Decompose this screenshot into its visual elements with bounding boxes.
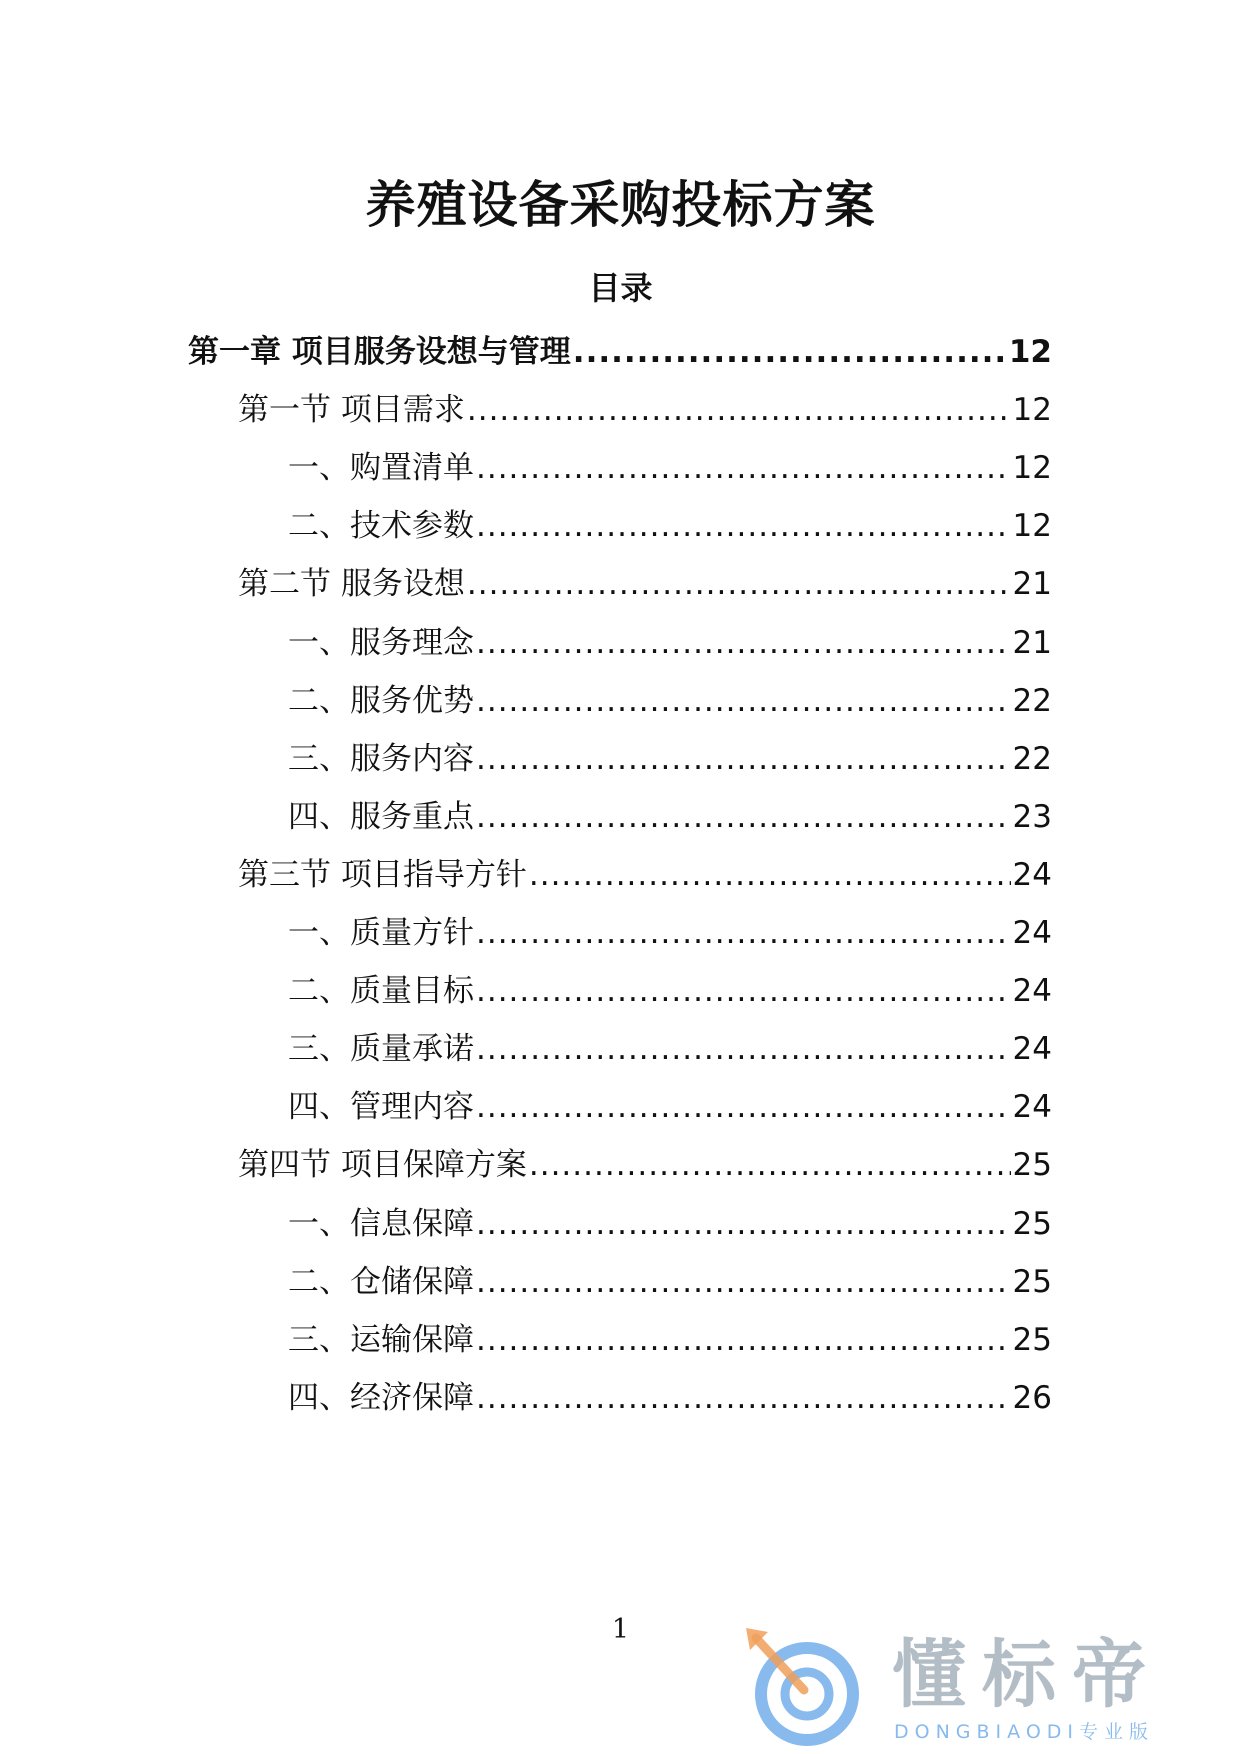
toc-entry-page: 23 [1012,799,1052,835]
toc-dot-leader [476,1376,1011,1420]
toc-dot-leader [476,969,1011,1013]
toc-entry[interactable] [288,795,1052,839]
toc-entry[interactable] [288,737,1052,781]
toc-heading: 目录 [588,269,653,307]
toc-entry-label: 第一章 项目服务设想与管理 [188,334,571,370]
toc-entry[interactable] [288,969,1052,1013]
toc-entry[interactable] [288,1318,1052,1362]
toc-entry-page: 12 [1012,392,1052,428]
toc-entry-page: 24 [1012,1089,1052,1125]
toc-entry[interactable] [288,504,1052,548]
toc-entry[interactable] [188,330,1052,374]
toc-entry-page: 25 [1012,1147,1052,1183]
toc-entry-label: 一、服务理念 [288,625,474,661]
toc-dot-leader [573,330,1007,374]
toc-dot-leader [476,621,1011,665]
toc-dot-leader [476,795,1011,839]
toc-entry-page: 21 [1012,625,1052,661]
toc-dot-leader [476,1260,1011,1304]
toc-entry-label: 二、技术参数 [288,508,474,544]
document-title: 养殖设备采购投标方案 [365,176,876,234]
toc-entry[interactable] [288,1376,1052,1420]
watermark [742,1628,1222,1748]
toc-dot-leader [476,911,1011,955]
toc-entry-label: 一、购置清单 [288,450,474,486]
toc-dot-leader [529,853,1011,897]
toc-entry[interactable] [288,446,1052,490]
toc-entry-label: 二、质量目标 [288,973,474,1009]
toc-entry-page: 26 [1012,1380,1052,1416]
toc-entry[interactable] [238,562,1052,606]
toc-entry-page: 22 [1012,683,1052,719]
toc-entry-page: 24 [1012,973,1052,1009]
toc-entry[interactable] [238,388,1052,432]
toc-entry[interactable] [288,911,1052,955]
toc-entry-label: 三、服务内容 [288,741,474,777]
toc-entry[interactable] [238,1143,1052,1187]
toc-entry-page: 25 [1012,1322,1052,1358]
toc-entry-label: 第二节 服务设想 [238,566,465,602]
toc-entry-label: 四、服务重点 [288,799,474,835]
toc-dot-leader [476,446,1011,490]
toc-entry-page: 25 [1012,1264,1052,1300]
toc-dot-leader [476,1202,1011,1246]
toc-entry-label: 第一节 项目需求 [238,392,465,428]
toc-entry-page: 12 [1008,334,1052,370]
toc-entry[interactable] [288,1085,1052,1129]
toc-entry-page: 25 [1012,1206,1052,1242]
toc-entry-page: 12 [1012,508,1052,544]
page-number: 1 [611,1614,630,1645]
toc-dot-leader [467,388,1011,432]
toc-dot-leader [476,1027,1011,1071]
toc-entry-label: 四、经济保障 [288,1380,474,1416]
toc-entry-page: 22 [1012,741,1052,777]
toc-entry[interactable] [238,853,1052,897]
toc-entry-label: 三、运输保障 [288,1322,474,1358]
toc-entry[interactable] [288,679,1052,723]
toc-entry[interactable] [288,1027,1052,1071]
toc-entry[interactable] [288,621,1052,665]
toc-dot-leader [476,1318,1011,1362]
watermark-brand-sub: DONGBIAODI专业版 [894,1721,1155,1743]
toc-entry-label: 四、管理内容 [288,1089,474,1125]
toc-entry-page: 24 [1012,915,1052,951]
toc-entry-page: 21 [1012,566,1052,602]
toc-dot-leader [529,1143,1011,1187]
target-arrow-icon [742,1628,872,1748]
toc-dot-leader [476,1085,1011,1129]
toc-entry-label: 二、服务优势 [288,683,474,719]
toc-dot-leader [476,737,1011,781]
toc-entry-label: 一、质量方针 [288,915,474,951]
toc-entry-page: 12 [1012,450,1052,486]
toc-entry[interactable] [288,1260,1052,1304]
toc-entry-label: 三、质量承诺 [288,1031,474,1067]
watermark-brand: 懂标帝 [892,1632,1162,1718]
toc-entry[interactable] [288,1202,1052,1246]
toc-entry-label: 第四节 项目保障方案 [238,1147,527,1183]
toc-entry-label: 二、仓储保障 [288,1264,474,1300]
toc-entry-label: 一、信息保障 [288,1206,474,1242]
toc-entry-page: 24 [1012,1031,1052,1067]
toc-dot-leader [467,562,1011,606]
toc-dot-leader [476,504,1011,548]
toc-entry-page: 24 [1012,857,1052,893]
toc-entry-label: 第三节 项目指导方针 [238,857,527,893]
toc-dot-leader [476,679,1011,723]
